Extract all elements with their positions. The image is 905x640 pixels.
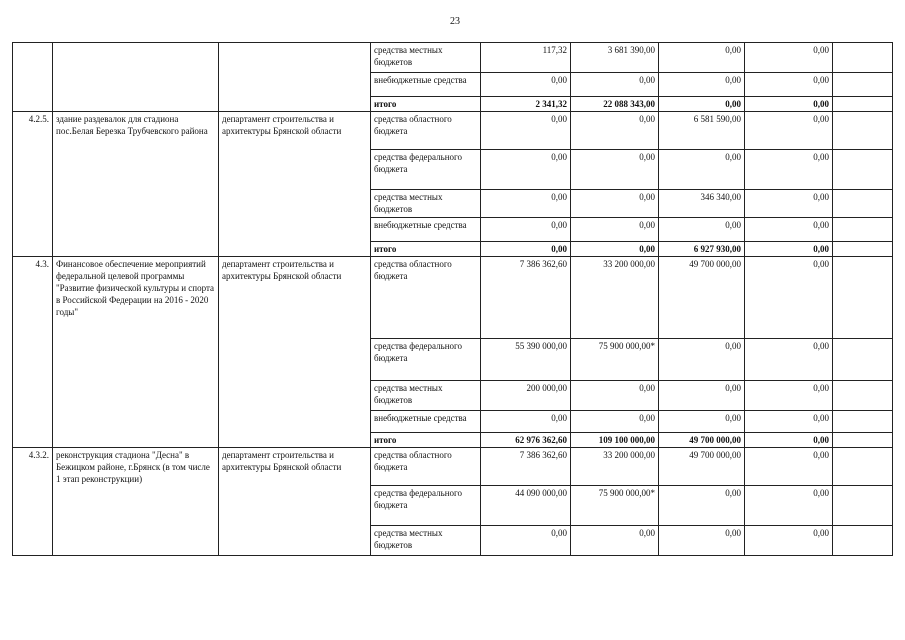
amount-cell: 7 386 362,60 [481, 257, 571, 339]
funding-source: средства областного бюджета [371, 448, 481, 486]
empty-cell [833, 526, 893, 556]
amount-cell: 75 900 000,00* [571, 339, 659, 381]
amount-cell: 0,00 [481, 242, 571, 257]
amount-cell: 0,00 [481, 112, 571, 150]
funding-source: средства федерального бюджета [371, 339, 481, 381]
funding-source: средства федерального бюджета [371, 150, 481, 190]
table-row [13, 448, 893, 486]
amount-cell: 0,00 [745, 381, 833, 411]
amount-cell: 6 581 590,00 [659, 112, 745, 150]
table-row [13, 43, 893, 73]
empty-cell [833, 339, 893, 381]
funding-source: средства местных бюджетов [371, 190, 481, 218]
amount-cell: 0,00 [745, 97, 833, 112]
amount-cell: 0,00 [745, 257, 833, 339]
funding-source: итого [371, 97, 481, 112]
item-executor [219, 43, 371, 112]
amount-cell: 6 927 930,00 [659, 242, 745, 257]
amount-cell: 117,32 [481, 43, 571, 73]
amount-cell: 0,00 [745, 433, 833, 448]
amount-cell: 55 390 000,00 [481, 339, 571, 381]
funding-source: внебюджетные средства [371, 411, 481, 433]
item-code [13, 43, 53, 112]
amount-cell: 0,00 [571, 73, 659, 97]
table-row [13, 257, 893, 339]
amount-cell: 49 700 000,00 [659, 448, 745, 486]
item-name: Финансовое обеспечение мероприятий федеральной целевой программы "Развитие физической культуры и спорта в Российской Федерации на 2016 - 2020 годы" [53, 257, 219, 448]
empty-cell [833, 242, 893, 257]
item-name: здание раздевалок для стадиона пос.Белая Березка Трубчевского района [53, 112, 219, 257]
amount-cell: 2 341,32 [481, 97, 571, 112]
amount-cell: 75 900 000,00* [571, 486, 659, 526]
amount-cell: 62 976 362,60 [481, 433, 571, 448]
amount-cell: 109 100 000,00 [571, 433, 659, 448]
item-code: 4.3.2. [13, 448, 53, 556]
amount-cell: 0,00 [745, 190, 833, 218]
amount-cell: 0,00 [745, 73, 833, 97]
item-name [53, 43, 219, 112]
amount-cell: 0,00 [745, 339, 833, 381]
amount-cell: 0,00 [571, 218, 659, 242]
amount-cell: 200 000,00 [481, 381, 571, 411]
empty-cell [833, 411, 893, 433]
empty-cell [833, 218, 893, 242]
amount-cell: 33 200 000,00 [571, 448, 659, 486]
table-row [13, 112, 893, 150]
empty-cell [833, 381, 893, 411]
amount-cell: 0,00 [571, 190, 659, 218]
amount-cell: 0,00 [481, 218, 571, 242]
item-code: 4.2.5. [13, 112, 53, 257]
amount-cell: 0,00 [659, 411, 745, 433]
amount-cell: 0,00 [745, 486, 833, 526]
amount-cell: 0,00 [659, 218, 745, 242]
item-code: 4.3. [13, 257, 53, 448]
amount-cell: 7 386 362,60 [481, 448, 571, 486]
funding-source: средства федерального бюджета [371, 486, 481, 526]
empty-cell [833, 43, 893, 73]
amount-cell: 0,00 [659, 43, 745, 73]
funding-source: средства областного бюджета [371, 257, 481, 339]
funding-source: итого [371, 242, 481, 257]
funding-source: средства местных бюджетов [371, 43, 481, 73]
amount-cell: 0,00 [481, 411, 571, 433]
amount-cell: 0,00 [481, 526, 571, 556]
funding-source: средства местных бюджетов [371, 381, 481, 411]
amount-cell: 0,00 [745, 218, 833, 242]
empty-cell [833, 97, 893, 112]
amount-cell: 0,00 [481, 73, 571, 97]
empty-cell [833, 190, 893, 218]
amount-cell: 0,00 [745, 112, 833, 150]
funding-source: итого [371, 433, 481, 448]
budget-table [12, 42, 893, 556]
amount-cell: 0,00 [571, 242, 659, 257]
funding-source: средства местных бюджетов [371, 526, 481, 556]
amount-cell: 0,00 [571, 411, 659, 433]
amount-cell: 0,00 [745, 526, 833, 556]
amount-cell: 0,00 [659, 526, 745, 556]
amount-cell: 3 681 390,00 [571, 43, 659, 73]
empty-cell [833, 112, 893, 150]
amount-cell: 44 090 000,00 [481, 486, 571, 526]
amount-cell: 0,00 [481, 190, 571, 218]
empty-cell [833, 448, 893, 486]
item-executor: департамент строительства и архитектуры Брянской области [219, 448, 371, 556]
amount-cell: 49 700 000,00 [659, 257, 745, 339]
amount-cell: 0,00 [745, 411, 833, 433]
amount-cell: 33 200 000,00 [571, 257, 659, 339]
empty-cell [833, 257, 893, 339]
amount-cell: 0,00 [659, 381, 745, 411]
funding-source: внебюджетные средства [371, 73, 481, 97]
amount-cell: 0,00 [659, 73, 745, 97]
page-number: 23 [450, 16, 460, 27]
empty-cell [833, 150, 893, 190]
amount-cell: 0,00 [745, 150, 833, 190]
item-executor: департамент строительства и архитектуры Брянской области [219, 112, 371, 257]
empty-cell [833, 73, 893, 97]
amount-cell: 22 088 343,00 [571, 97, 659, 112]
amount-cell: 0,00 [571, 381, 659, 411]
amount-cell: 0,00 [659, 486, 745, 526]
amount-cell: 0,00 [745, 242, 833, 257]
amount-cell: 0,00 [481, 150, 571, 190]
amount-cell: 0,00 [659, 150, 745, 190]
amount-cell: 0,00 [659, 339, 745, 381]
item-name: реконструкция стадиона "Десна" в Бежицком районе, г.Брянск (в том числе 1 этап реконструкции) [53, 448, 219, 556]
funding-source: средства областного бюджета [371, 112, 481, 150]
item-executor: департамент строительства и архитектуры Брянской области [219, 257, 371, 448]
amount-cell: 0,00 [571, 526, 659, 556]
amount-cell: 0,00 [745, 43, 833, 73]
amount-cell: 49 700 000,00 [659, 433, 745, 448]
amount-cell: 0,00 [745, 448, 833, 486]
empty-cell [833, 433, 893, 448]
amount-cell: 0,00 [571, 150, 659, 190]
amount-cell: 0,00 [571, 112, 659, 150]
amount-cell: 0,00 [659, 97, 745, 112]
empty-cell [833, 486, 893, 526]
funding-source: внебюджетные средства [371, 218, 481, 242]
amount-cell: 346 340,00 [659, 190, 745, 218]
